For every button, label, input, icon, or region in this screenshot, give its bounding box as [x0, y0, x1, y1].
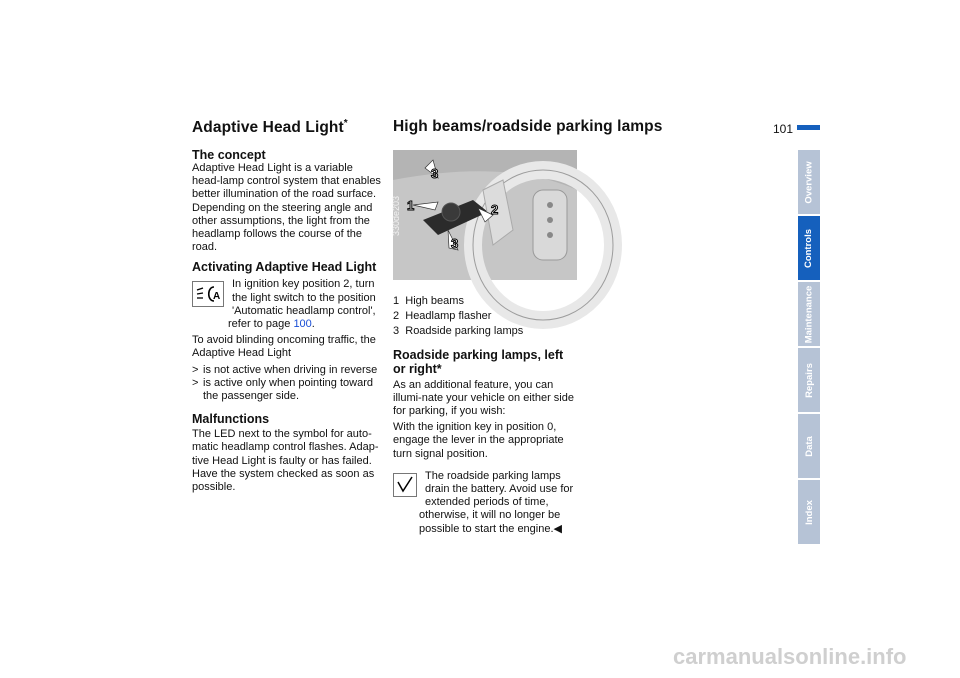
roadside-text-2: With the ignition key in position 0, engage the lever in the appropriate turn signal position.: [393, 421, 564, 460]
adaptive-headlamp-symbol-icon: [192, 281, 224, 307]
caution-note-text: The roadside parking lamps drain the battery. Avoid use for extended periods of time, otherwise, it will no longer be possible to start the engine.◀: [419, 469, 574, 535]
tab-maintenance[interactable]: Maintenance: [798, 282, 820, 346]
malfunctions-text: The LED next to the symbol for auto-matic headlamp control flashes. Adap-tive Head Light is faulty or has failed. Have the system checked as soon as possible.: [192, 428, 379, 494]
list-item: > is active only when pointing toward the passenger side.: [192, 376, 373, 403]
malfunctions-heading: Malfunctions: [192, 412, 270, 427]
activating-text: In ignition key position 2, turn the light switch to the position 'Automatic headlamp control', refer to page 100.: [228, 278, 376, 331]
tab-repairs[interactable]: Repairs: [798, 348, 820, 412]
steering-column-lever-photo: [393, 150, 577, 280]
tab-controls[interactable]: Controls: [798, 216, 820, 280]
list-item: 2 Headlamp flasher: [393, 310, 492, 323]
activating-intro: To avoid blinding oncoming traffic, the Adaptive Head Light: [192, 334, 376, 360]
optional-equipment-star: *: [343, 118, 348, 129]
bullet-arrow-icon: >: [192, 363, 199, 376]
activating-block: [192, 278, 382, 331]
page-100-link[interactable]: 100: [293, 318, 312, 331]
page-number-bar: [797, 125, 820, 130]
photo-label: 1: [407, 198, 415, 213]
roadside-heading: Roadside parking lamps, left or right*: [393, 347, 564, 376]
right-page-title: High beams/roadside parking lamps: [393, 118, 663, 135]
legend-list: [393, 295, 583, 339]
tab-overview[interactable]: Overview: [798, 150, 820, 214]
roadside-text-1: As an additional feature, you can illumi-nate your vehicle on either side for parking, if you wish:: [393, 378, 574, 418]
photo-label: 3: [431, 166, 439, 181]
list-item: 3 Roadside parking lamps: [393, 325, 524, 338]
svg-text:A: A: [213, 291, 221, 303]
photo-label: 2: [491, 202, 499, 217]
end-of-section-icon: ◀: [553, 522, 562, 535]
concept-text: Adaptive Head Light is a variable head-lamp control system that enables better illumination of the road surface. Depending on the steering angle and other assumptions, the light from the headlamp follows the course of the road.: [192, 162, 381, 254]
left-column: [192, 148, 382, 494]
caution-check-icon: [393, 473, 417, 497]
list-item: > is not active when driving in reverse: [192, 363, 378, 376]
bullet-arrow-icon: >: [192, 376, 199, 389]
photo-code: 330de203: [391, 195, 401, 236]
caution-note: [393, 470, 583, 536]
activating-heading: Activating Adaptive Head Light: [192, 260, 377, 275]
photo-label: 3: [451, 236, 459, 251]
watermark: carmanualsonline.info: [673, 644, 907, 669]
concept-heading: The concept: [192, 148, 266, 162]
page-number: 101: [773, 122, 794, 136]
right-column: [393, 295, 583, 536]
tab-index[interactable]: Index: [798, 480, 820, 544]
left-page-title: Adaptive Head Light*: [192, 118, 348, 137]
list-item: 1 High beams: [393, 295, 464, 307]
tab-data[interactable]: Data: [798, 414, 820, 478]
